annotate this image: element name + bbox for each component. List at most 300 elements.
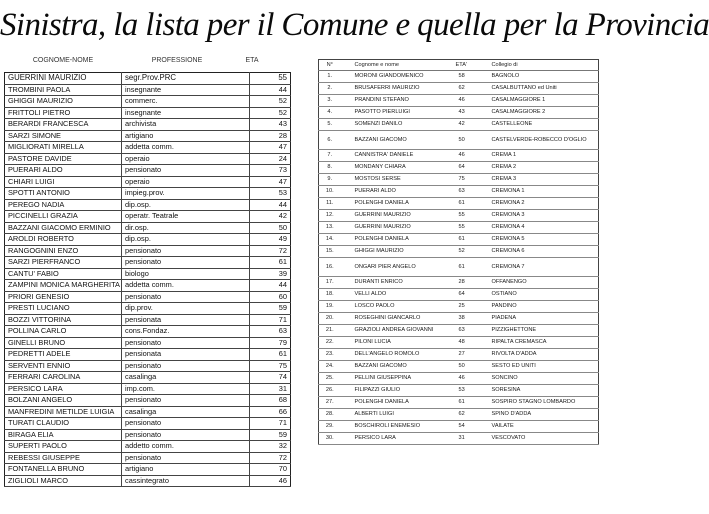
row-number: 8. [319, 162, 341, 174]
electoral-college: RIVOLTA D'ADDA [489, 349, 599, 361]
table-row [319, 277, 599, 289]
candidate-profession: operaio [122, 153, 250, 165]
candidate-name: FRITTOLI PIETRO [5, 107, 122, 119]
candidate-profession: artigiano [122, 130, 250, 142]
candidate-name: MONDANY CHIARA [341, 162, 453, 174]
row-number: 27. [319, 397, 341, 409]
electoral-college: CASTELVERDE-ROBECCO D'OGLIO [489, 131, 599, 150]
row-number: 1. [319, 71, 341, 83]
electoral-college: CASTELLEONE [489, 119, 599, 131]
candidate-name: ALBERTI LUIGI [341, 409, 453, 421]
electoral-college: VAILATE [489, 421, 599, 433]
candidate-name: SARZI SIMONE [5, 130, 122, 142]
candidate-name: CANNISTRA' DANIELE [341, 150, 453, 162]
row-number: 29. [319, 421, 341, 433]
table-row [5, 257, 291, 269]
candidate-name: PEDRETTI ADELE [5, 349, 122, 361]
candidate-name: POLENGHI DANIELA [341, 234, 453, 246]
candidate-age: 71 [250, 314, 291, 326]
table-row [319, 385, 599, 397]
table-row [319, 83, 599, 95]
candidate-name: BOSCHIROLI ENEMESIO [341, 421, 453, 433]
candidate-age: 61 [250, 257, 291, 269]
row-number: 18. [319, 289, 341, 301]
candidate-age: 61 [453, 397, 489, 409]
candidate-profession: dip.osp. [122, 199, 250, 211]
table-row [5, 349, 291, 361]
table-row [319, 95, 599, 107]
electoral-college: CREMA 3 [489, 174, 599, 186]
candidate-name: BOLZANI ANGELO [5, 395, 122, 407]
candidate-name: SOMENZI DANILO [341, 119, 453, 131]
candidate-age: 73 [250, 165, 291, 177]
candidate-age: 79 [250, 337, 291, 349]
candidate-name: PRESTI LUCIANO [5, 303, 122, 315]
candidate-profession: operatr. Teatrale [122, 211, 250, 223]
table-row [319, 131, 599, 150]
candidate-profession: pensionato [122, 337, 250, 349]
candidate-age: 42 [250, 211, 291, 223]
candidate-age: 63 [453, 325, 489, 337]
electoral-college: CREMONA 7 [489, 258, 599, 277]
candidate-age: 54 [453, 421, 489, 433]
candidate-profession: pensionata [122, 349, 250, 361]
candidate-name: GRAZIOLI ANDREA GIOVANNI [341, 325, 453, 337]
row-number: 12. [319, 210, 341, 222]
candidate-profession: pensionato [122, 452, 250, 464]
candidate-name: GUERRINI MAURIZIO [5, 73, 122, 85]
candidate-profession: pensionato [122, 291, 250, 303]
candidate-name: MANFREDINI METILDE LUIGIA [5, 406, 122, 418]
table-row [5, 222, 291, 234]
candidate-age: 49 [250, 234, 291, 246]
candidate-name: AROLDI ROBERTO [5, 234, 122, 246]
left-header-profession: PROFESSIONE [151, 56, 203, 64]
table-row [5, 418, 291, 430]
candidate-age: 62 [453, 409, 489, 421]
row-number: 23. [319, 349, 341, 361]
electoral-college: CREMONA 5 [489, 234, 599, 246]
right-header-num: N° [319, 60, 341, 71]
candidate-age: 61 [453, 258, 489, 277]
candidate-age: 46 [453, 373, 489, 385]
table-row [5, 452, 291, 464]
candidate-name: PILONI LUCIA [341, 337, 453, 349]
candidate-age: 52 [453, 246, 489, 258]
candidate-profession: casalinga [122, 406, 250, 418]
table-row [319, 246, 599, 258]
table-row [319, 258, 599, 277]
candidate-profession: pensionato [122, 418, 250, 430]
right-table-header-row [319, 60, 599, 71]
table-row [5, 360, 291, 372]
candidate-age: 59 [250, 429, 291, 441]
table-row [5, 73, 291, 85]
provincia-candidates-table [318, 59, 599, 445]
electoral-college: RIPALTA CREMASCA [489, 337, 599, 349]
row-number: 6. [319, 131, 341, 150]
electoral-college: SORESINA [489, 385, 599, 397]
row-number: 15. [319, 246, 341, 258]
candidate-profession: addetto comm. [122, 441, 250, 453]
table-row [5, 291, 291, 303]
electoral-college: SPINO D'ADDA [489, 409, 599, 421]
candidate-name: FILIPAZZI GIULIO [341, 385, 453, 397]
candidate-age: 27 [453, 349, 489, 361]
candidate-age: 64 [453, 162, 489, 174]
table-row [5, 119, 291, 131]
candidate-profession: segr.Prov.PRC [122, 73, 250, 85]
candidate-name: VELLI ALDO [341, 289, 453, 301]
candidate-age: 31 [453, 433, 489, 445]
candidate-age: 55 [453, 210, 489, 222]
row-number: 24. [319, 361, 341, 373]
candidate-name: PELLINI GIUSEPPINA [341, 373, 453, 385]
table-row [319, 361, 599, 373]
candidate-name: MOSTOSI SERSE [341, 174, 453, 186]
table-row [319, 325, 599, 337]
table-row [5, 406, 291, 418]
candidate-profession: addetta comm. [122, 280, 250, 292]
row-number: 19. [319, 301, 341, 313]
candidate-profession: commerc. [122, 96, 250, 108]
electoral-college: CREMONA 2 [489, 198, 599, 210]
row-number: 16. [319, 258, 341, 277]
candidate-age: 71 [250, 418, 291, 430]
table-row [5, 268, 291, 280]
electoral-college: VESCOVATO [489, 433, 599, 445]
electoral-college: OFFANENGO [489, 277, 599, 289]
candidate-age: 58 [453, 71, 489, 83]
candidate-profession: pensionato [122, 165, 250, 177]
electoral-college: PIADENA [489, 313, 599, 325]
candidate-name: SPOTTI ANTONIO [5, 188, 122, 200]
electoral-college: CREMA 1 [489, 150, 599, 162]
candidate-profession: imp.com. [122, 383, 250, 395]
candidate-name: GHIGGI MAURIZIO [341, 246, 453, 258]
candidate-profession: archivista [122, 119, 250, 131]
table-row [5, 326, 291, 338]
electoral-college: CREMONA 6 [489, 246, 599, 258]
candidate-name: GINELLI BRUNO [5, 337, 122, 349]
candidate-age: 72 [250, 452, 291, 464]
table-row [319, 313, 599, 325]
candidate-name: PEREGO NADIA [5, 199, 122, 211]
table-row [319, 373, 599, 385]
candidate-age: 53 [453, 385, 489, 397]
candidate-name: PERSICO LARA [5, 383, 122, 395]
table-row [5, 441, 291, 453]
electoral-college: SESTO ED UNITI [489, 361, 599, 373]
candidate-name: BOZZI VITTORINA [5, 314, 122, 326]
row-number: 14. [319, 234, 341, 246]
electoral-college: SONCINO [489, 373, 599, 385]
table-row [319, 210, 599, 222]
candidate-age: 43 [250, 119, 291, 131]
candidate-name: POLLINA CARLO [5, 326, 122, 338]
electoral-college: CREMA 2 [489, 162, 599, 174]
candidate-age: 46 [453, 95, 489, 107]
candidate-age: 61 [250, 349, 291, 361]
row-number: 21. [319, 325, 341, 337]
row-number: 10. [319, 186, 341, 198]
candidate-name: REBESSI GIUSEPPE [5, 452, 122, 464]
candidate-age: 47 [250, 176, 291, 188]
candidate-age: 52 [250, 107, 291, 119]
candidate-name: ROSEGHINI GIANCARLO [341, 313, 453, 325]
candidate-age: 66 [250, 406, 291, 418]
electoral-college: PIZZIGHETTONE [489, 325, 599, 337]
candidate-age: 53 [250, 188, 291, 200]
candidate-age: 61 [453, 234, 489, 246]
candidate-name: ZIGLIOLI MARCO [5, 475, 122, 487]
candidate-age: 59 [250, 303, 291, 315]
candidate-name: SARZI PIERFRANCO [5, 257, 122, 269]
electoral-college: CASALBUTTANO ed Uniti [489, 83, 599, 95]
candidate-profession: impieg.prov. [122, 188, 250, 200]
row-number: 9. [319, 174, 341, 186]
candidate-age: 52 [250, 96, 291, 108]
table-row [319, 397, 599, 409]
candidate-name: FERRARI CAROLINA [5, 372, 122, 384]
right-header-name: Cognome e nome [341, 60, 453, 71]
table-row [5, 245, 291, 257]
candidate-age: 75 [453, 174, 489, 186]
candidate-name: PRANDINI STEFANO [341, 95, 453, 107]
candidate-profession: insegnante [122, 84, 250, 96]
table-row [319, 107, 599, 119]
table-row [319, 301, 599, 313]
row-number: 11. [319, 198, 341, 210]
candidate-profession: addetta comm. [122, 142, 250, 154]
table-row [319, 150, 599, 162]
table-row [5, 429, 291, 441]
table-row [319, 337, 599, 349]
candidate-name: FONTANELLA BRUNO [5, 464, 122, 476]
table-row [5, 395, 291, 407]
candidate-age: 50 [250, 222, 291, 234]
candidate-age: 48 [453, 337, 489, 349]
electoral-college: CREMONA 3 [489, 210, 599, 222]
candidate-profession: dip.prov. [122, 303, 250, 315]
candidate-age: 28 [453, 277, 489, 289]
row-number: 30. [319, 433, 341, 445]
candidate-age: 46 [453, 150, 489, 162]
left-header-name: COGNOME-NOME [32, 56, 94, 64]
candidate-name: DELL'ANGELO ROMOLO [341, 349, 453, 361]
candidate-name: BAZZANI GIACOMO [341, 131, 453, 150]
table-row [5, 464, 291, 476]
electoral-college: CREMONA 4 [489, 222, 599, 234]
candidate-age: 62 [453, 83, 489, 95]
candidate-name: PUERARI ALDO [5, 165, 122, 177]
candidate-name: LOSCO PAOLO [341, 301, 453, 313]
candidate-age: 44 [250, 199, 291, 211]
table-row [5, 84, 291, 96]
candidate-age: 25 [453, 301, 489, 313]
row-number: 17. [319, 277, 341, 289]
candidate-name: CANTU' FABIO [5, 268, 122, 280]
electoral-college: CASALMAGGIORE 1 [489, 95, 599, 107]
row-number: 25. [319, 373, 341, 385]
electoral-college: OSTIANO [489, 289, 599, 301]
candidate-name: RANGOGNINI ENZO [5, 245, 122, 257]
electoral-college: BAGNOLO [489, 71, 599, 83]
candidate-name: PUERARI ALDO [341, 186, 453, 198]
candidate-age: 63 [250, 326, 291, 338]
candidate-name: PERSICO LARA [341, 433, 453, 445]
electoral-college: CREMONA 1 [489, 186, 599, 198]
candidate-age: 75 [250, 360, 291, 372]
table-row [319, 71, 599, 83]
candidate-age: 42 [453, 119, 489, 131]
table-row [5, 188, 291, 200]
row-number: 22. [319, 337, 341, 349]
table-row [5, 96, 291, 108]
candidate-profession: pensionato [122, 429, 250, 441]
candidate-age: 60 [250, 291, 291, 303]
row-number: 2. [319, 83, 341, 95]
table-row [319, 234, 599, 246]
candidate-name: ONGARI PIER ANGELO [341, 258, 453, 277]
candidate-age: 50 [453, 361, 489, 373]
candidate-name: BERARDI FRANCESCA [5, 119, 122, 131]
right-header-college: Collegio di [489, 60, 599, 71]
candidate-name: GUERRINI MAURIZIO [341, 222, 453, 234]
table-row [5, 165, 291, 177]
candidate-name: POLENGHI DANIELA [341, 397, 453, 409]
table-row [5, 372, 291, 384]
candidate-profession: operaio [122, 176, 250, 188]
table-row [5, 383, 291, 395]
table-row [5, 234, 291, 246]
candidate-age: 38 [453, 313, 489, 325]
candidate-name: TURATI CLAUDIO [5, 418, 122, 430]
candidate-profession: cons.Fondaz. [122, 326, 250, 338]
candidate-age: 31 [250, 383, 291, 395]
table-row [5, 142, 291, 154]
candidate-profession: casalinga [122, 372, 250, 384]
candidate-age: 32 [250, 441, 291, 453]
candidate-profession: insegnante [122, 107, 250, 119]
table-row [319, 421, 599, 433]
table-row [319, 198, 599, 210]
candidate-age: 47 [250, 142, 291, 154]
candidate-name: ZAMPINI MONICA MARGHERITA [5, 280, 122, 292]
table-row [319, 119, 599, 131]
left-list-header [4, 51, 290, 69]
candidate-age: 39 [250, 268, 291, 280]
candidate-age: 46 [250, 475, 291, 487]
table-row [319, 349, 599, 361]
row-number: 4. [319, 107, 341, 119]
candidate-name: BAZZANI GIACOMO [341, 361, 453, 373]
candidate-name: PRIORI GENESIO [5, 291, 122, 303]
table-row [5, 475, 291, 487]
electoral-college: PANDINO [489, 301, 599, 313]
table-row [5, 130, 291, 142]
candidate-age: 55 [250, 73, 291, 85]
candidate-profession: pensionata [122, 314, 250, 326]
table-row [319, 409, 599, 421]
table-row [5, 211, 291, 223]
candidate-age: 28 [250, 130, 291, 142]
comune-candidates-table [4, 72, 291, 487]
candidate-profession: dir.osp. [122, 222, 250, 234]
electoral-college: CASALMAGGIORE 2 [489, 107, 599, 119]
candidate-age: 24 [250, 153, 291, 165]
candidate-age: 43 [453, 107, 489, 119]
candidate-name: DURANTI ENRICO [341, 277, 453, 289]
row-number: 20. [319, 313, 341, 325]
candidate-name: POLENGHI DANIELA [341, 198, 453, 210]
candidate-age: 44 [250, 280, 291, 292]
table-row [5, 303, 291, 315]
table-row [319, 162, 599, 174]
table-row [5, 176, 291, 188]
candidate-age: 50 [453, 131, 489, 150]
candidate-profession: pensionato [122, 257, 250, 269]
candidate-age: 55 [453, 222, 489, 234]
candidate-age: 74 [250, 372, 291, 384]
candidate-profession: pensionato [122, 360, 250, 372]
candidate-age: 63 [453, 186, 489, 198]
candidate-name: SUPERTI PAOLO [5, 441, 122, 453]
candidate-name: GHIGGI MAURIZIO [5, 96, 122, 108]
candidate-age: 61 [453, 198, 489, 210]
candidate-age: 44 [250, 84, 291, 96]
row-number: 28. [319, 409, 341, 421]
table-row [319, 222, 599, 234]
candidate-name: BIRAGA ELIA [5, 429, 122, 441]
row-number: 3. [319, 95, 341, 107]
row-number: 26. [319, 385, 341, 397]
candidate-age: 72 [250, 245, 291, 257]
candidate-profession: pensionato [122, 395, 250, 407]
candidate-profession: biologo [122, 268, 250, 280]
candidate-age: 68 [250, 395, 291, 407]
table-row [5, 199, 291, 211]
table-row [319, 174, 599, 186]
row-number: 13. [319, 222, 341, 234]
candidate-name: GUERRINI MAURIZIO [341, 210, 453, 222]
candidate-age: 64 [453, 289, 489, 301]
candidate-name: BRUSAFERRI MAURIZIO [341, 83, 453, 95]
candidate-name: MIGLIORATI MIRELLA [5, 142, 122, 154]
row-number: 7. [319, 150, 341, 162]
candidate-name: MORONI GIANDOMENICO [341, 71, 453, 83]
table-row [5, 314, 291, 326]
candidate-profession: artigiano [122, 464, 250, 476]
table-row [5, 337, 291, 349]
candidate-profession: cassintegrato [122, 475, 250, 487]
candidate-profession: pensionato [122, 245, 250, 257]
table-row [5, 107, 291, 119]
table-row [319, 186, 599, 198]
left-header-age: ETA [245, 56, 259, 64]
candidate-name: PASOTTO PIERLUIGI [341, 107, 453, 119]
table-row [5, 280, 291, 292]
candidate-name: PICCINELLI GRAZIA [5, 211, 122, 223]
table-row [319, 289, 599, 301]
candidate-name: CHIARI LUIGI [5, 176, 122, 188]
candidate-name: PASTORE DAVIDE [5, 153, 122, 165]
candidate-age: 70 [250, 464, 291, 476]
page-headline: Sinistra, la lista per il Comune e quella per la Provincia [0, 7, 709, 43]
table-row [5, 153, 291, 165]
row-number: 5. [319, 119, 341, 131]
candidate-profession: dip.osp. [122, 234, 250, 246]
